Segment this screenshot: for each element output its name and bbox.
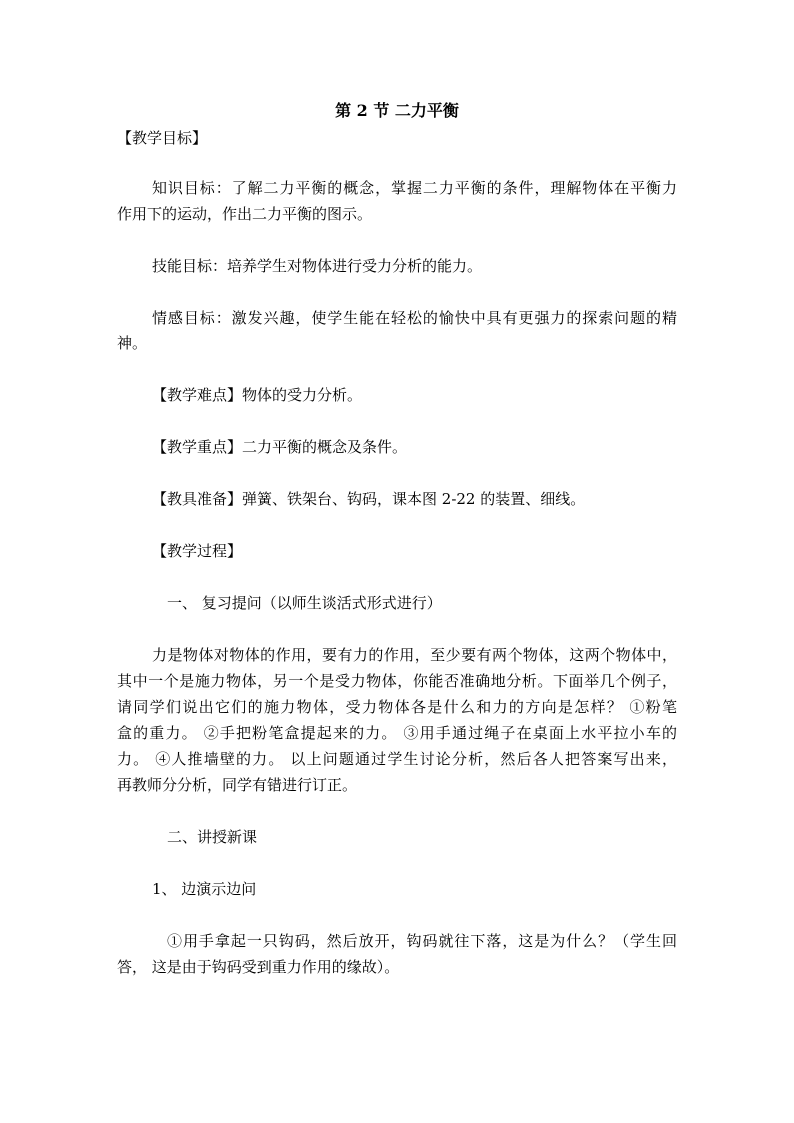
demo-paragraph-line-1: ①用手拿起一只钩码，然后放开，钩码就往下落，这是为什么？（学生回: [167, 932, 677, 950]
heading-teaching-objectives: 【教学目标】: [117, 129, 208, 147]
review-paragraph-line-2: 其中一个是施力物体，另一个是受力物体，你能否准确地分析。下面举几个例子，: [117, 672, 677, 690]
review-paragraph-line-3: 请同学们说出它们的施力物体，受力物体各是什么和力的方向是怎样？ ①粉笔: [117, 698, 677, 716]
review-paragraph-line-4: 盒的重力。 ②手把粉笔盒提起来的力。 ③用手通过绳子在桌面上水平拉小车的: [117, 724, 677, 742]
skill-objective: 技能目标：培养学生对物体进行受力分析的能力。: [152, 257, 483, 275]
knowledge-objective-line-1: 知识目标：了解二力平衡的概念，掌握二力平衡的条件，理解物体在平衡力: [152, 179, 677, 197]
teaching-equipment: 【教具准备】弹簧、铁架台、钩码，课本图 2-22 的装置、细线。: [152, 490, 586, 508]
teaching-difficulty: 【教学难点】物体的受力分析。: [152, 386, 363, 404]
emotion-objective-line-2: 神。: [117, 334, 148, 352]
step-two-new-lesson: 二、讲授新课: [167, 828, 258, 846]
subsection-demonstrate-ask: 1、 边演示边问: [152, 880, 257, 898]
demo-paragraph-line-2: 答， 这是由于钩码受到重力作用的缘故）。: [117, 958, 400, 976]
heading-teaching-process: 【教学过程】: [152, 542, 243, 560]
teaching-focus: 【教学重点】二力平衡的概念及条件。: [152, 438, 408, 456]
review-paragraph-line-5: 力。 ④人推墙壁的力。 以上问题通过学生讨论分析，然后各人把答案写出来，: [117, 750, 677, 768]
section-title: 第 2 节 二力平衡: [335, 101, 459, 120]
review-paragraph-line-1: 力是物体对物体的作用，要有力的作用，至少要有两个物体，这两个物体中，: [152, 646, 677, 664]
step-one-review: 一、 复习提问（以师生谈活式形式进行）: [167, 594, 442, 612]
review-paragraph-line-6: 再教师分分析，同学有错进行订正。: [117, 776, 358, 794]
knowledge-objective-line-2: 作用下的运动，作出二力平衡的图示。: [117, 205, 373, 223]
emotion-objective-line-1: 情感目标：激发兴趣，使学生能在轻松的愉快中具有更强力的探索问题的精: [152, 309, 677, 327]
